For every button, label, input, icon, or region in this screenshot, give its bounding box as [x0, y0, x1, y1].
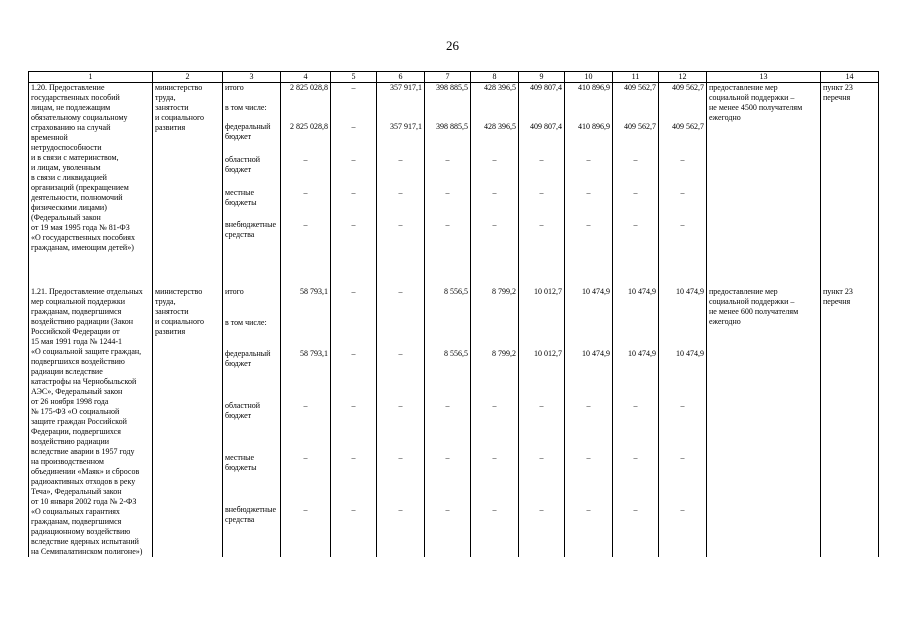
amount-cell: – [377, 505, 425, 557]
executor-cell [153, 287, 223, 557]
activity-name-cell-line: радиации вследствие [31, 367, 103, 376]
funding-source-label: внебюджетные [225, 505, 276, 515]
expected-result-cell-line: ежегодно [709, 113, 741, 122]
amount-cell: – [519, 505, 565, 557]
amount-cell: – [331, 122, 377, 155]
amount-cell: – [613, 220, 659, 253]
header-cell: 5 [331, 72, 377, 83]
amount-cell [565, 103, 613, 123]
amount-cell: – [519, 220, 565, 253]
spacer-cell [519, 253, 565, 287]
amount-cell: – [281, 155, 331, 188]
funding-source-label: бюджеты [225, 197, 257, 207]
funding-source-label: в том числе: [225, 318, 267, 328]
activity-name-cell-line: объединении «Маяк» и сбросов [31, 467, 140, 476]
funding-source-label: областной [225, 155, 261, 165]
activity-name-cell-line: деятельности, полномочий [31, 193, 123, 202]
activity-name-cell-line: и лицам, уволенным [31, 163, 101, 172]
amount-cell: 409 562,7 [613, 122, 659, 155]
funding-source-label: бюджеты [225, 463, 257, 473]
header-cell: 3 [223, 72, 281, 83]
spacer-cell [153, 253, 223, 287]
activity-name-cell-line: 1.21. Предоставление отдельных [31, 287, 143, 296]
amount-cell: – [659, 505, 707, 557]
funding-source-label: бюджет [225, 132, 252, 142]
amount-cell: – [613, 188, 659, 221]
amount-cell: 398 885,5 [425, 122, 471, 155]
amount-cell [425, 103, 471, 123]
amount-cell: – [659, 453, 707, 505]
spacer-cell [331, 253, 377, 287]
amount-cell: 409 562,7 [613, 83, 659, 103]
amount-cell: 58 793,1 [281, 349, 331, 401]
amount-cell [377, 318, 425, 349]
executor-cell-line: и социального [155, 317, 205, 326]
amount-cell: 10 474,9 [613, 349, 659, 401]
funding-source-cell [223, 349, 281, 401]
reference-cell [821, 83, 879, 254]
executor-cell-line: и социального [155, 113, 205, 122]
activity-name-cell-line: лицам, не подлежащим [31, 103, 111, 112]
activity-name-cell-line: физическими лицами) [31, 203, 107, 212]
spacer-cell [613, 253, 659, 287]
amount-cell: – [331, 505, 377, 557]
funding-source-cell [223, 103, 281, 123]
amount-cell: – [565, 453, 613, 505]
amount-cell: – [331, 188, 377, 221]
activity-name-cell-line: страхованию на случай [31, 123, 111, 132]
amount-cell: – [613, 401, 659, 453]
amount-cell: 409 807,4 [519, 83, 565, 103]
amount-cell: – [281, 401, 331, 453]
activity-name-cell-line: защите граждан Российской [31, 417, 127, 426]
activity-name-cell-line: организаций (прекращением [31, 183, 129, 192]
funding-source-label: средства [225, 230, 255, 240]
amount-cell: 10 012,7 [519, 349, 565, 401]
amount-cell [659, 318, 707, 349]
expected-result-cell-line: предоставление мер [709, 287, 778, 296]
amount-cell: – [425, 401, 471, 453]
amount-cell: – [331, 349, 377, 401]
amount-cell: – [281, 188, 331, 221]
amount-cell [565, 318, 613, 349]
amount-cell: – [425, 188, 471, 221]
amount-cell: – [471, 505, 519, 557]
header-cell: 10 [565, 72, 613, 83]
amount-cell: 409 807,4 [519, 122, 565, 155]
program-table [28, 71, 879, 557]
amount-cell: 8 556,5 [425, 287, 471, 318]
amount-cell: – [565, 220, 613, 253]
spacer-cell [565, 253, 613, 287]
funding-source-label: местные [225, 187, 255, 197]
header-cell: 11 [613, 72, 659, 83]
amount-cell: – [425, 505, 471, 557]
activity-name-cell-line: от 10 января 2002 года № 2-ФЗ [31, 497, 137, 506]
header-cell: 14 [821, 72, 879, 83]
funding-source-label: бюджет [225, 411, 252, 421]
amount-cell: – [425, 220, 471, 253]
amount-cell: – [659, 401, 707, 453]
header-cell: 7 [425, 72, 471, 83]
table-row [29, 287, 879, 318]
amount-cell: – [377, 220, 425, 253]
activity-name-cell-line: на производственном [31, 457, 104, 466]
expected-result-cell [707, 287, 821, 557]
amount-cell: – [471, 220, 519, 253]
funding-source-cell [223, 287, 281, 318]
activity-name-cell-line: в связи с ликвидацией [31, 173, 107, 182]
executor-cell-line: развития [155, 123, 186, 132]
amount-cell: – [331, 83, 377, 103]
funding-source-cell [223, 318, 281, 349]
amount-cell: – [377, 155, 425, 188]
amount-cell: 10 474,9 [659, 349, 707, 401]
amount-cell: 10 474,9 [613, 287, 659, 318]
expected-result-cell [707, 83, 821, 254]
spacer-cell [821, 253, 879, 287]
amount-cell: 10 474,9 [659, 287, 707, 318]
amount-cell: – [519, 453, 565, 505]
activity-name-cell [29, 83, 153, 254]
amount-cell: 410 896,9 [565, 122, 613, 155]
executor-cell-line: развития [155, 327, 186, 336]
amount-cell [281, 318, 331, 349]
executor-cell-line: труда, [155, 297, 176, 306]
activity-name-cell-line: радиационному воздействию [31, 527, 131, 536]
activity-name-cell-line: от 26 ноября 1998 года [31, 397, 109, 406]
funding-source-label: бюджет [225, 165, 252, 175]
funding-source-label: местные [225, 453, 255, 463]
amount-cell: 2 825 028,8 [281, 122, 331, 155]
amount-cell [377, 103, 425, 123]
activity-name-cell-line: гражданам, имеющим детей») [31, 243, 134, 252]
amount-cell: – [659, 155, 707, 188]
header-cell: 13 [707, 72, 821, 83]
reference-cell-line: перечня [823, 93, 851, 102]
activity-name-cell-line: гражданам, подвергшимся [31, 517, 122, 526]
header-cell: 2 [153, 72, 223, 83]
row-spacer [29, 253, 879, 287]
amount-cell: 2 825 028,8 [281, 83, 331, 103]
funding-source-cell [223, 83, 281, 103]
activity-name-cell-line: АЭС», Федеральный закон [31, 387, 123, 396]
activity-name-cell-line: временной [31, 133, 68, 142]
amount-cell: – [377, 188, 425, 221]
funding-source-cell [223, 155, 281, 188]
table-row [29, 83, 879, 103]
spacer-cell [425, 253, 471, 287]
amount-cell [613, 318, 659, 349]
expected-result-cell-line: социальной поддержки – [709, 93, 795, 102]
amount-cell: 357 917,1 [377, 122, 425, 155]
funding-source-cell [223, 188, 281, 221]
amount-cell: – [519, 401, 565, 453]
amount-cell: – [471, 188, 519, 221]
amount-cell: – [565, 505, 613, 557]
activity-name-cell-line: № 175-ФЗ «О социальной [31, 407, 120, 416]
amount-cell: – [377, 453, 425, 505]
amount-cell: – [565, 401, 613, 453]
amount-cell: 8 799,2 [471, 287, 519, 318]
executor-cell [153, 83, 223, 254]
amount-cell: 409 562,7 [659, 122, 707, 155]
amount-cell: – [425, 155, 471, 188]
activity-name-cell-line: «О государственных пособиях [31, 233, 135, 242]
spacer-cell [377, 253, 425, 287]
reference-cell-line: пункт 23 [823, 83, 853, 92]
header-cell: 4 [281, 72, 331, 83]
amount-cell: 398 885,5 [425, 83, 471, 103]
funding-source-label: итого [225, 83, 244, 92]
executor-cell-line: труда, [155, 93, 176, 102]
amount-cell: – [565, 155, 613, 188]
amount-cell [471, 103, 519, 123]
page-number: 26 [446, 38, 459, 53]
expected-result-cell-line: не менее 4500 получателям [709, 103, 803, 112]
amount-cell [519, 103, 565, 123]
activity-name-cell-line: (Федеральный закон [31, 213, 101, 222]
amount-cell: – [377, 401, 425, 453]
header-cell: 6 [377, 72, 425, 83]
activity-name-cell-line: вследствие ядерных испытаний [31, 537, 139, 546]
amount-cell: 428 396,5 [471, 122, 519, 155]
amount-cell: – [471, 453, 519, 505]
amount-cell: – [281, 453, 331, 505]
executor-cell-line: министерство [155, 83, 203, 92]
expected-result-cell-line: предоставление мер [709, 83, 778, 92]
funding-source-label: в том числе: [225, 102, 267, 112]
activity-name-cell-line: «О социальной защите граждан, [31, 347, 142, 356]
activity-name-cell-line: Российской Федерации от [31, 327, 120, 336]
amount-cell [519, 318, 565, 349]
activity-name-cell-line: нетрудоспособности [31, 143, 102, 152]
amount-cell [425, 318, 471, 349]
activity-name-cell-line: на Семипалатинском полигоне») [31, 547, 143, 556]
amount-cell: – [613, 453, 659, 505]
funding-source-cell [223, 122, 281, 155]
activity-name-cell-line: воздействию радиации (Закон [31, 317, 134, 326]
amount-cell: 58 793,1 [281, 287, 331, 318]
reference-cell-line: перечня [823, 297, 851, 306]
reference-cell [821, 287, 879, 557]
reference-cell-line: пункт 23 [823, 287, 853, 296]
amount-cell: 10 474,9 [565, 349, 613, 401]
amount-cell [659, 103, 707, 123]
activity-name-cell-line: Теча», Федеральный закон [31, 487, 122, 496]
activity-name-cell-line: катастрофы на Чернобыльской [31, 377, 137, 386]
activity-name-cell-line: «О социальных гарантиях [31, 507, 120, 516]
funding-source-label: областной [225, 401, 261, 411]
activity-name-cell-line: радиоактивных отходов в реку [31, 477, 136, 486]
activity-name-cell-line: подвергшихся воздействию [31, 357, 125, 366]
spacer-cell [223, 253, 281, 287]
funding-source-cell [223, 453, 281, 505]
amount-cell: 409 562,7 [659, 83, 707, 103]
activity-name-cell-line: Федерации, подвергшихся [31, 427, 121, 436]
funding-source-label: федеральный [225, 122, 271, 132]
amount-cell: – [659, 220, 707, 253]
activity-name-cell-line: 15 мая 1991 года № 1244-1 [31, 337, 123, 346]
activity-name-cell [29, 287, 153, 557]
amount-cell [613, 103, 659, 123]
spacer-cell [659, 253, 707, 287]
amount-cell: – [331, 453, 377, 505]
amount-cell [331, 318, 377, 349]
activity-name-cell-line: воздействию радиации [31, 437, 110, 446]
amount-cell: 428 396,5 [471, 83, 519, 103]
funding-source-label: бюджет [225, 359, 252, 369]
activity-name-cell-line: от 19 мая 1995 года № 81-ФЗ [31, 223, 130, 232]
amount-cell: 357 917,1 [377, 83, 425, 103]
amount-cell: 8 799,2 [471, 349, 519, 401]
amount-cell: – [613, 155, 659, 188]
header-cell: 1 [29, 72, 153, 83]
amount-cell: – [425, 453, 471, 505]
amount-cell: – [471, 401, 519, 453]
activity-name-cell-line: мер социальной поддержки [31, 297, 125, 306]
expected-result-cell-line: не менее 600 получателям [709, 307, 799, 316]
amount-cell: – [565, 188, 613, 221]
funding-source-label: внебюджетные [225, 220, 276, 230]
amount-cell: – [613, 505, 659, 557]
amount-cell: – [331, 287, 377, 318]
executor-cell-line: министерство [155, 287, 203, 296]
amount-cell [281, 103, 331, 123]
amount-cell: – [519, 188, 565, 221]
spacer-cell [281, 253, 331, 287]
amount-cell: – [377, 349, 425, 401]
activity-name-cell-line: 1.20. Предоставление [31, 83, 105, 92]
amount-cell [331, 103, 377, 123]
amount-cell: 10 474,9 [565, 287, 613, 318]
funding-source-label: федеральный [225, 349, 271, 359]
amount-cell: – [281, 505, 331, 557]
funding-source-label: итого [225, 287, 244, 296]
amount-cell: – [331, 401, 377, 453]
funding-source-cell [223, 220, 281, 253]
amount-cell [471, 318, 519, 349]
funding-source-label: средства [225, 515, 255, 525]
amount-cell: – [471, 155, 519, 188]
amount-cell: – [377, 287, 425, 318]
spacer-cell [471, 253, 519, 287]
header-row [29, 72, 879, 83]
amount-cell: 10 012,7 [519, 287, 565, 318]
amount-cell: – [331, 155, 377, 188]
activity-name-cell-line: и в связи с материнством, [31, 153, 119, 162]
executor-cell-line: занятости [155, 103, 189, 112]
table-body [29, 83, 879, 558]
activity-name-cell-line: гражданам, подвергшимся [31, 307, 122, 316]
header-cell: 9 [519, 72, 565, 83]
funding-source-cell [223, 401, 281, 453]
activity-name-cell-line: государственных пособий [31, 93, 120, 102]
expected-result-cell-line: ежегодно [709, 317, 741, 326]
amount-cell: – [281, 220, 331, 253]
amount-cell: – [519, 155, 565, 188]
amount-cell: 410 896,9 [565, 83, 613, 103]
spacer-cell [29, 253, 153, 287]
header-cell: 12 [659, 72, 707, 83]
header-cell: 8 [471, 72, 519, 83]
spacer-cell [707, 253, 821, 287]
amount-cell: – [659, 188, 707, 221]
activity-name-cell-line: вследствие аварии в 1957 году [31, 447, 135, 456]
executor-cell-line: занятости [155, 307, 189, 316]
funding-source-cell [223, 505, 281, 557]
activity-name-cell-line: обязательному социальному [31, 113, 128, 122]
amount-cell: 8 556,5 [425, 349, 471, 401]
amount-cell: – [331, 220, 377, 253]
expected-result-cell-line: социальной поддержки – [709, 297, 795, 306]
